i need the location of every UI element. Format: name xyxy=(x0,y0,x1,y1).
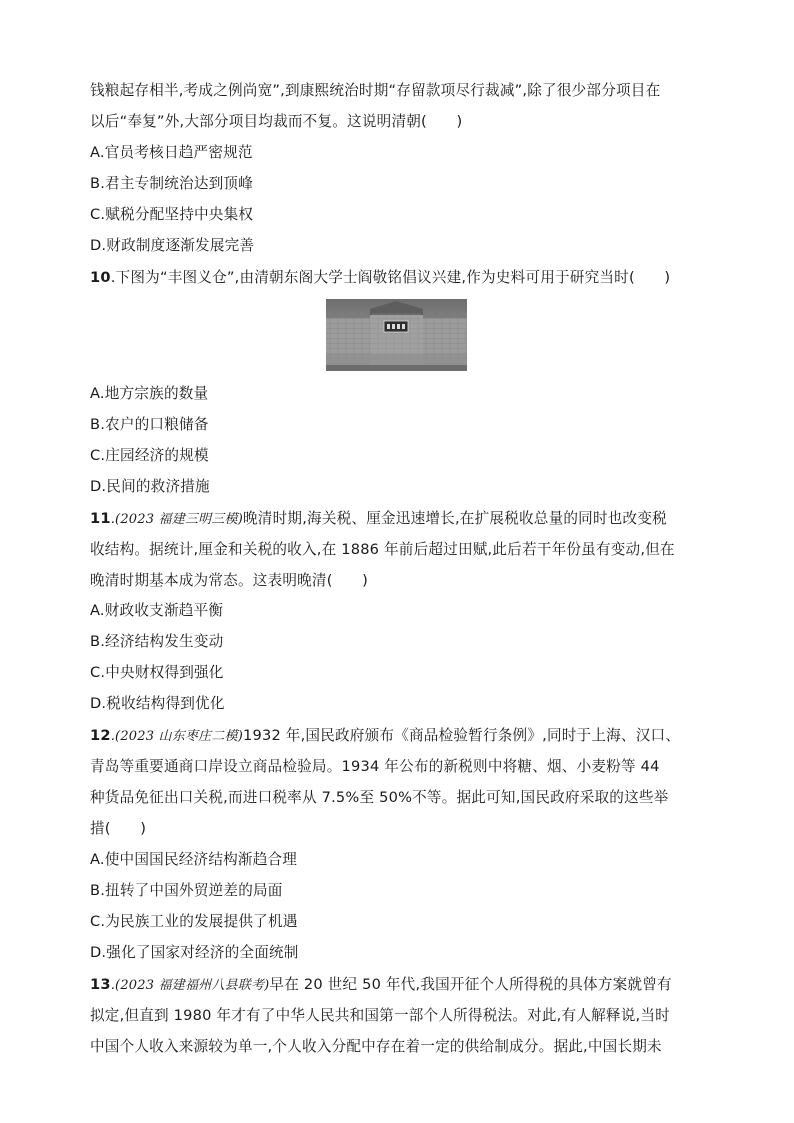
q10-option-b[interactable]: B.农户的口粮储备 xyxy=(90,416,209,433)
q13-stem-line3: 中国个人收入来源较为单一,个人收入分配中存在着一定的供给制成分。据此,中国长期未 xyxy=(90,1038,662,1055)
q11-stem-line1 xyxy=(90,509,716,530)
q13-number: 13 xyxy=(90,976,111,993)
q10-option-c[interactable]: C.庄园经济的规模 xyxy=(90,447,209,464)
q11-option-a[interactable]: A.财政收支渐趋平衡 xyxy=(90,602,224,619)
granary-gate-illustration xyxy=(326,299,467,371)
q11-option-b[interactable]: B.经济结构发生变动 xyxy=(90,633,224,650)
q9-option-d[interactable]: D.财政制度逐渐发展完善 xyxy=(90,237,255,254)
q12-stem-line3: 种货品免征出口关税,而进口税率从 7.5%至 50%不等。据此可知,国民政府采取的这些举 xyxy=(90,789,669,806)
q11-option-d[interactable]: D.税收结构得到优化 xyxy=(90,695,225,712)
q12-stem-line2: 青岛等重要通商口岸设立商品检验局。1934 年公布的新税则中将糖、烟、小麦粉等 44 xyxy=(90,758,660,775)
q12-option-b[interactable]: B.扭转了中国外贸逆差的局面 xyxy=(90,882,283,899)
q12-stem-line1 xyxy=(90,726,716,747)
granary-gate-photo xyxy=(326,299,467,371)
q9-option-a[interactable]: A.官员考核日趋严密规范 xyxy=(90,144,253,161)
q10-option-a[interactable]: A.地方宗族的数量 xyxy=(90,385,209,402)
q12-stem-line4: 措( ) xyxy=(90,820,147,837)
q11-source: .(2023 福建三明三模) xyxy=(110,512,244,527)
q12-option-a[interactable]: A.使中国国民经济结构渐趋合理 xyxy=(90,851,298,868)
q9-option-c[interactable]: C.赋税分配坚持中央集权 xyxy=(90,206,254,223)
q12-number: 12 xyxy=(90,727,111,744)
q9-stem-line1: 钱粮起存相半,考成之例尚宽”,到康熙统治时期“存留款项尽行裁减”,除了很少部分项目在 xyxy=(90,82,661,99)
q10-stem-text: .下图为“丰图义仓”,由清朝东阁大学士阎敬铭倡议兴建,作为史料可用于研究当时( ) xyxy=(110,269,671,286)
q11-stem-text: 晚清时期,海关税、厘金迅速增长,在扩展税收总量的同时也改变税 xyxy=(243,510,667,527)
q9-stem-line2: 以后“奉复”外,大部分项目均裁而不复。这说明清朝( ) xyxy=(90,113,463,130)
q11-stem-line2: 收结构。据统计,厘金和关税的收入,在 1886 年前后超过田赋,此后若干年份虽有变动,但在 xyxy=(90,541,675,558)
q10-number: 10 xyxy=(90,269,111,286)
q10-stem xyxy=(90,268,716,288)
q11-option-c[interactable]: C.中央财权得到强化 xyxy=(90,664,224,681)
q12-option-d[interactable]: D.强化了国家对经济的全面统制 xyxy=(90,944,299,961)
q13-source: .(2023 福建福州八县联考) xyxy=(110,978,270,993)
q13-stem-text: 早在 20 世纪 50 年代,我国开征个人所得税的具体方案就曾有 xyxy=(269,976,672,993)
q10-option-d[interactable]: D.民间的救济措施 xyxy=(90,478,210,495)
q12-source: .(2023 山东枣庄二模) xyxy=(110,729,244,744)
q11-stem-line3: 晚清时期基本成为常态。这表明晚清( ) xyxy=(90,572,369,589)
q9-option-b[interactable]: B.君主专制统治达到顶峰 xyxy=(90,175,253,192)
q12-stem-text: 1932 年,国民政府颁布《商品检验暂行条例》,同时于上海、汉口、 xyxy=(243,727,681,744)
q13-stem-line2: 拟定,但直到 1980 年才有了中华人民共和国第一部个人所得税法。对此,有人解释说,当时 xyxy=(90,1007,670,1024)
q12-option-c[interactable]: C.为民族工业的发展提供了机遇 xyxy=(90,913,298,930)
q13-stem-line1 xyxy=(90,975,716,996)
q11-number: 11 xyxy=(90,510,111,527)
